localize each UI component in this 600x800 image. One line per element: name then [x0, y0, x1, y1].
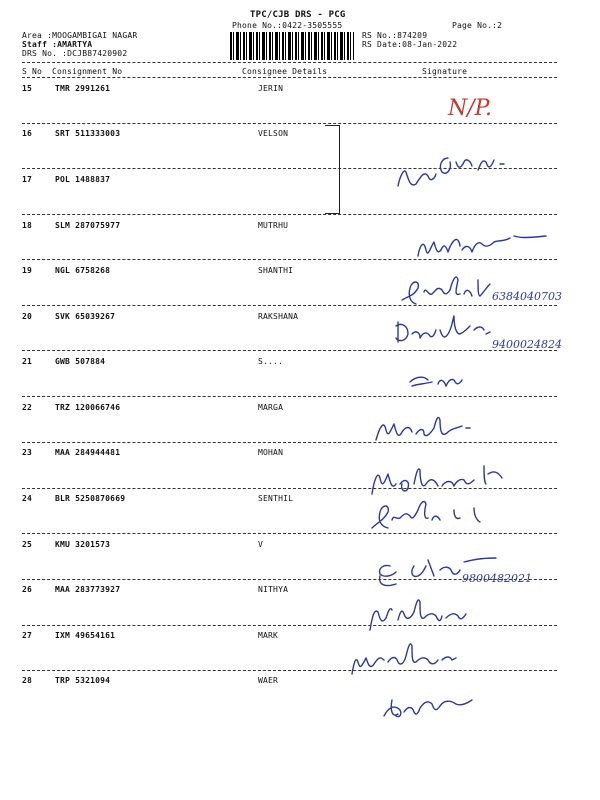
row-25-sno: 25 — [22, 540, 33, 549]
row-20-sno: 20 — [22, 312, 33, 321]
row-26-consignment: MAA 283773927 — [55, 585, 121, 594]
signature-v-phone: 9800482021 — [462, 572, 532, 585]
row-15-sno: 15 — [22, 84, 33, 93]
row-18-sno: 18 — [22, 221, 33, 230]
row-27-consignment: IXM 49654161 — [55, 631, 116, 640]
row-18-consignee: MUTRHU — [258, 221, 289, 230]
signature-muthu — [418, 236, 546, 256]
row-17-sno: 17 — [22, 175, 33, 184]
row-22-consignee: MARGA — [258, 403, 284, 412]
row-19-sno: 19 — [22, 266, 33, 275]
row-24-consignment: BLR 5250870669 — [55, 494, 126, 503]
row-20-consignment: SVK 65039267 — [55, 312, 116, 321]
row-20-consignee: RAKSHANA — [258, 312, 299, 321]
signature-waer — [384, 700, 472, 717]
row-23-consignment: MAA 284944481 — [55, 448, 121, 457]
row-24-sno: 24 — [22, 494, 33, 503]
signature-np: N/P. — [448, 96, 492, 121]
staff-label: Staff :AMARTYA — [22, 40, 93, 49]
col-consignment: Consignment No — [52, 67, 123, 76]
row-27-sno: 27 — [22, 631, 33, 640]
drs-number: DRS No. :DCJB87420902 — [22, 49, 128, 58]
row-23-consignee: MOHAN — [258, 448, 284, 457]
row-16-consignee: VELSON — [258, 129, 289, 138]
signature-marga — [376, 418, 470, 440]
signature-mohan — [372, 466, 502, 494]
row-19-consignment: NGL 6758268 — [55, 266, 111, 275]
row-21-consignee: S.... — [258, 357, 284, 366]
row-16-sno: 16 — [22, 129, 33, 138]
signature-rakshana — [396, 316, 490, 342]
page-number: Page No.:2 — [452, 21, 503, 30]
signature-s — [410, 377, 462, 386]
row-19-consignee: SHANTHI — [258, 266, 294, 275]
row-15-consignment: TMR 2991261 — [55, 84, 111, 93]
signature-shanthi — [402, 277, 490, 304]
row-22-consignment: TRZ 120066746 — [55, 403, 121, 412]
row-21-sno: 21 — [22, 357, 33, 366]
row-28-consignee: WAER — [258, 676, 279, 685]
signature-velson — [398, 158, 504, 186]
row-28-sno: 28 — [22, 676, 33, 685]
row-26-consignee: NITHYA — [258, 585, 289, 594]
signature-nithya — [370, 600, 466, 630]
row-23-sno: 23 — [22, 448, 33, 457]
row-18-consignment: SLM 287075977 — [55, 221, 121, 230]
row-16-consignment: SRT 511333003 — [55, 129, 121, 138]
row-26-sno: 26 — [22, 585, 33, 594]
row-25-consignment: KMU 3201573 — [55, 540, 111, 549]
col-consignee: Consignee Details — [242, 67, 328, 76]
phone-number: Phone No.:0422-3505555 — [232, 21, 343, 30]
row-25-consignee: V — [258, 540, 264, 549]
row-17-consignment: POL 1488837 — [55, 175, 111, 184]
rs-number: RS No.:874209 — [362, 31, 428, 40]
signature-senthil — [372, 502, 480, 528]
rs-date: RS Date:08-Jan-2022 — [362, 40, 458, 49]
area-label: Area :MOOGAMBIGAI NAGAR — [22, 31, 138, 40]
row-15-consignee: JERIN — [258, 84, 284, 93]
row-28-consignment: TRP 5321094 — [55, 676, 111, 685]
row-22-sno: 22 — [22, 403, 33, 412]
row-27-consignee: MARK — [258, 631, 279, 640]
signature-rakshana-phone: 9400024824 — [492, 338, 562, 351]
document-title: TPC/CJB DRS - PCG — [250, 10, 346, 20]
row-21-consignment: GWB 507884 — [55, 357, 106, 366]
col-signature: Signature — [422, 67, 468, 76]
signature-shanthi-phone: 6384040703 — [492, 290, 562, 303]
row-24-consignee: SENTHIL — [258, 494, 294, 503]
signature-mark — [352, 644, 456, 674]
col-sno: S No — [22, 67, 43, 76]
